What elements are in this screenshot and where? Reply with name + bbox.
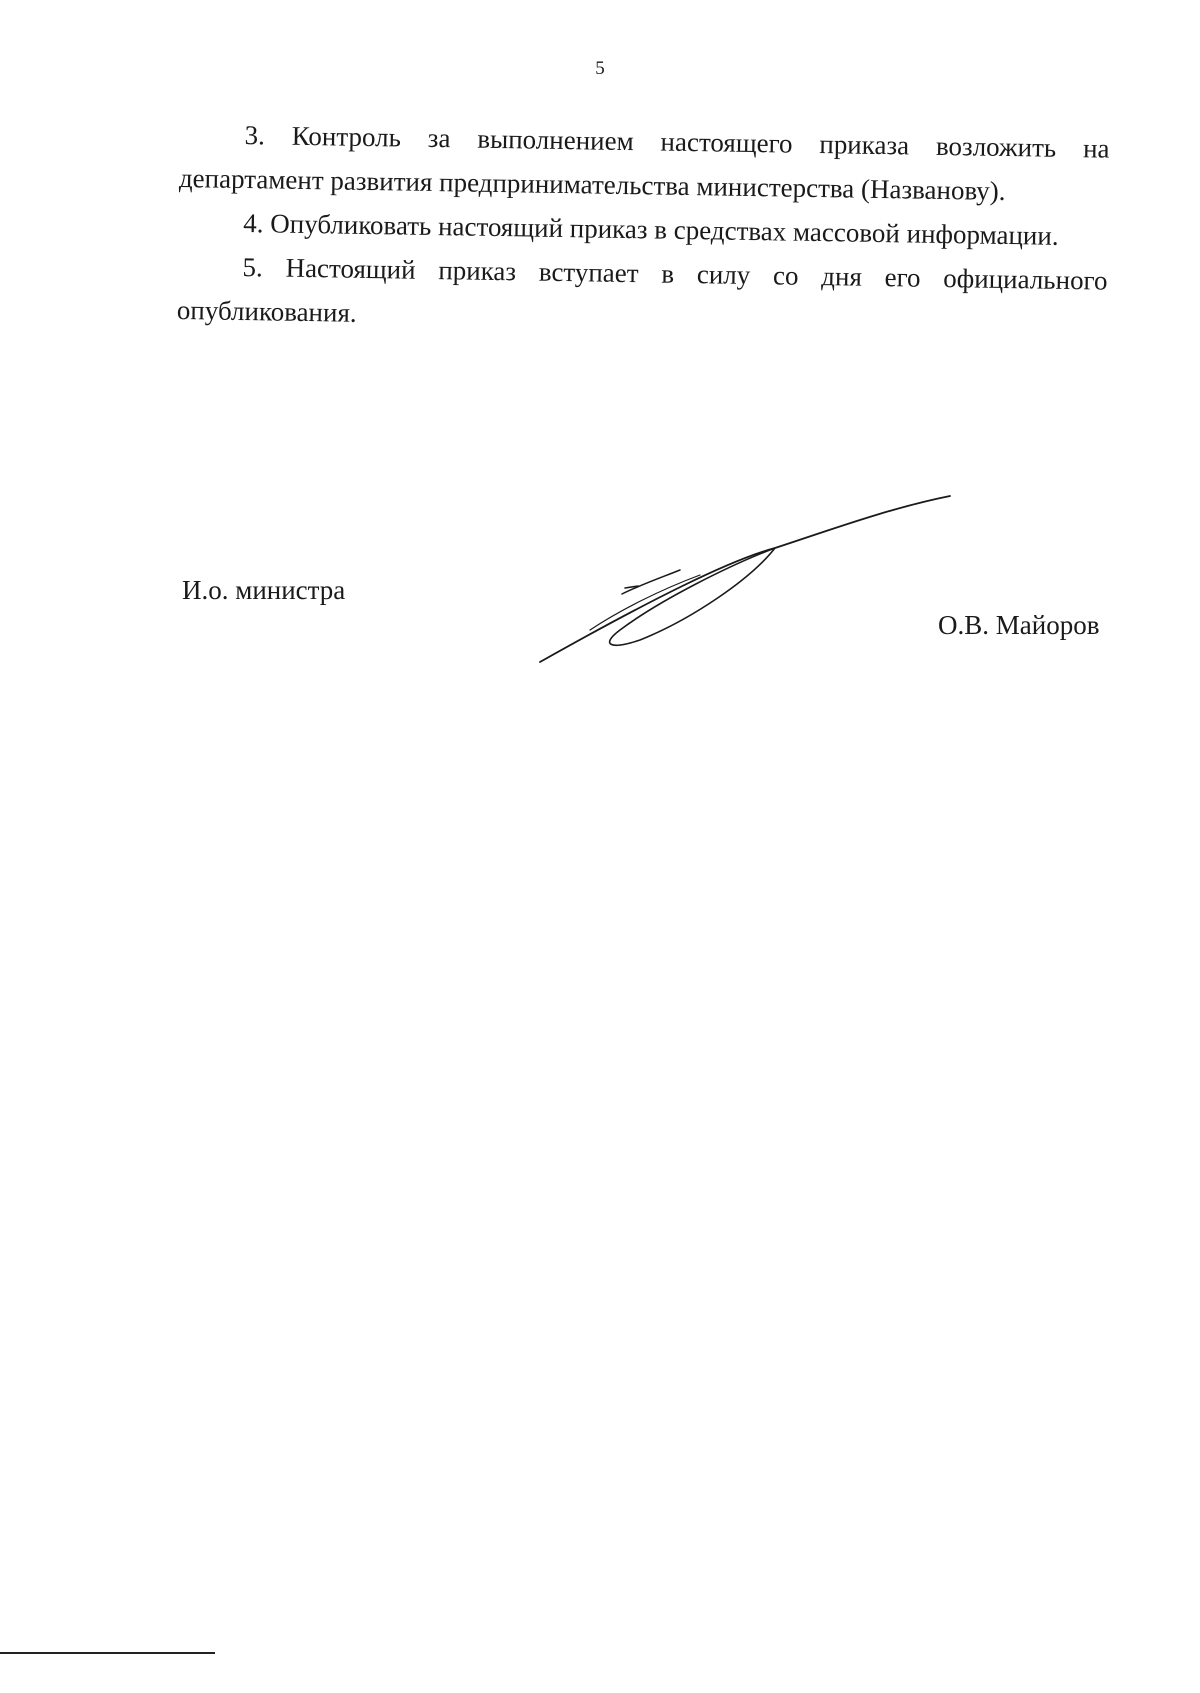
handwritten-signature (530, 490, 960, 670)
paragraph-3 (179, 112, 1110, 215)
page-number: 5 (595, 58, 605, 79)
footnote-divider (0, 1652, 215, 1654)
signer-position: И.о. министра (182, 575, 346, 605)
signer-name: О.В. Майоров (938, 610, 1100, 640)
order-body (177, 112, 1110, 347)
paragraph-4-number: 4. (243, 208, 264, 239)
paragraph-3-text: Контроль за выполнением настоящего приказа возложить на департамент развития предпринимательства министерства (Названову). (178, 120, 1110, 206)
paragraph-5-text: Настоящий приказ вступает в силу со дня его официального опубликования. (176, 252, 1108, 328)
paragraph-5 (177, 244, 1108, 347)
paragraph-5-number: 5. (242, 252, 264, 283)
paragraph-4-text: Опубликовать настоящий приказ в средствах массовой информации. (270, 208, 1059, 251)
paragraph-3-number: 3. (244, 120, 266, 151)
